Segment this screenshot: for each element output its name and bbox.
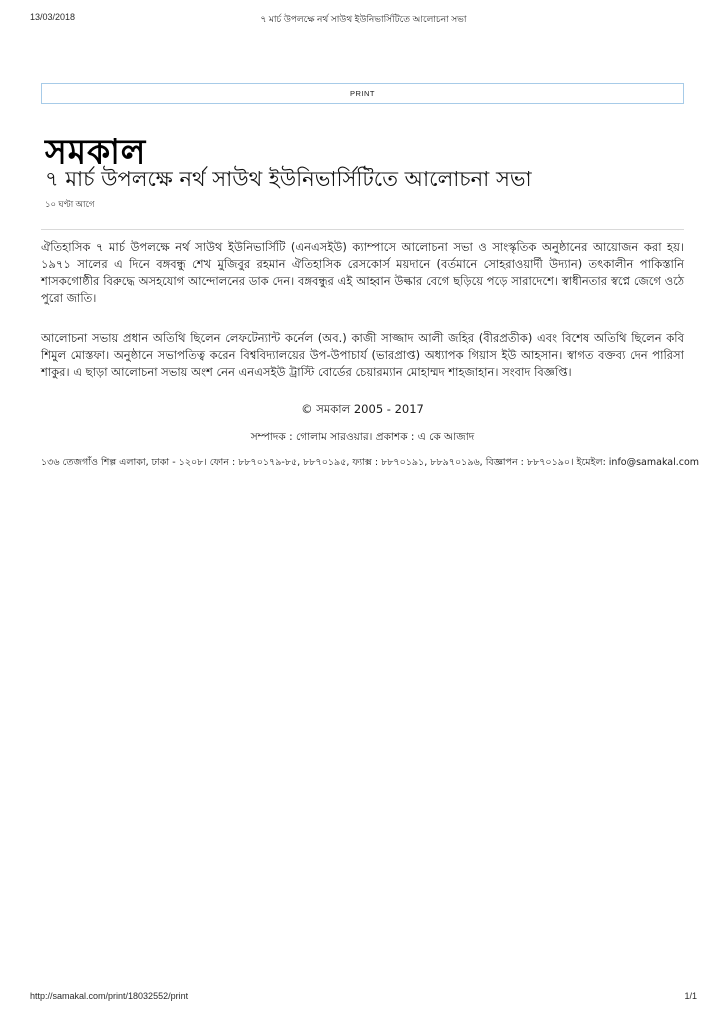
footer-address-line: ১৩৬ তেজগাঁও শিল্প এলাকা, ঢাকা - ১২০৮। ফোন : ৮৮৭০১৭৯-৮৫, ৮৮৭০১৯৫, ফ্যাক্স : ৮৮৭০১৯১, ৮৮৯৭০১৯৬, বিজ্ঞাপন : ৮৮৭০১৯০। ইমেইল: info@samakal.com [41,457,700,468]
headline-divider [41,229,684,230]
footer-copyright: © সমকাল 2005 - 2017 [301,402,424,416]
browser-print-header [30,12,697,22]
samakal-logo[interactable]: সমকাল [45,130,147,172]
footer-editor-line: সম্পাদক : গোলাম সারওয়ার। প্রকাশক : এ কে আজাদ [250,431,475,443]
article-body [41,239,684,381]
print-header-date: 13/03/2018 [30,12,76,22]
print-header-title: ৭ মার্চ উপলক্ষে নর্থ সাউথ ইউনিভার্সিটিতে আলোচনা সভা [260,14,467,24]
article-paragraph: আলোচনা সভায় প্রধান অতিথি ছিলেন লেফটেন্যান্ট কর্নেল (অব.) কাজী সাজ্জাদ আলী জহির (বীরপ্রতীক) এবং বিশেষ অতিথি ছিলেন কবি শিমুল মোস্তফা। অনুষ্ঠানে সভাপতিত্ব করেন বিশ্ববিদ্যালয়ের উপ-উপাচার্য (ভারপ্রাপ্ত) অধ্যাপক গিয়াস ইউ আহসান। স্বাগত বক্তব্য দেন পারিসা শাকুর। এ ছাড়া আলোচনা সভায় অংশ নেন এনএসইউ ট্রাস্টি বোর্ডের চেয়ারম্যান মোহাম্মদ শাহজাহান। সংবাদ বিজ্ঞপ্তি। [41,331,684,379]
print-button[interactable] [41,83,684,104]
article-headline: ৭ মার্চ উপলক্ষে নর্থ সাউথ ইউনিভার্সিটিতে আলোচনা সভা [45,167,532,191]
article-paragraph: ঐতিহাসিক ৭ মার্চ উপলক্ষে নর্থ সাউথ ইউনিভার্সিটি (এনএসইউ) ক্যাম্পাসে আলোচনা সভা ও সাংস্কৃতিক অনুষ্ঠানের আয়োজন করা হয়। ১৯৭১ সালের এ দিনে বঙ্গবন্ধু শেখ মুজিবুর রহমান ঐতিহাসিক রেসকোর্স ময়দানে (বর্তমানে সোহরাওয়ার্দী উদ্যান) তৎকালীন পাকিস্তানি শাসকগোষ্ঠীর বিরুদ্ধে অসহযোগ আন্দোলনের ডাক দেন। বঙ্গবন্ধুর এই আহ্বান উল্কার বেগে ছড়িয়ে পড়ে সারাদেশে। স্বাধীনতার স্বপ্নে জেগে ওঠে পুরো জাতি। [41,240,684,305]
print-footer-url: http://samakal.com/print/18032552/print [30,991,189,1001]
print-footer-page-number: 1/1 [684,991,697,1001]
site-footer [41,401,700,471]
article-timestamp: ১০ ঘণ্টা আগে [45,199,95,209]
print-button-label: PRINT [350,89,375,98]
browser-print-footer [30,991,697,1001]
